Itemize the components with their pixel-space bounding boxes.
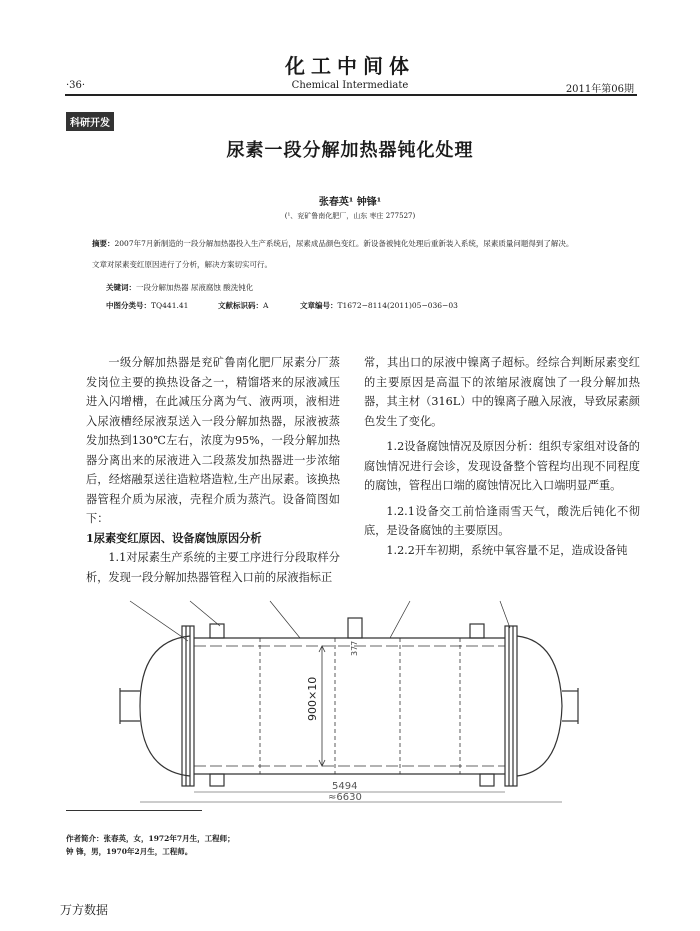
journal-title: 化工中间体: [285, 54, 415, 78]
total-length-label: ≈6630: [328, 792, 362, 803]
clc-label: 中图分类号：: [106, 301, 151, 310]
abstract-text-1: 2007年7月新制造的一段分解加热器投入生产系统后，尿素成品颜色变红。新设备被钝化处理后重新装入系统，尿素质量问题得到了解决。: [114, 239, 574, 248]
abstract-line-2: 文章对尿素变红原因进行了分析，解决方案切实可行。: [92, 260, 272, 269]
issue-label: 2011年第06期: [565, 84, 634, 95]
heat-exchanger-diagram: [100, 596, 600, 806]
paragraph: 常，其出口的尿液中镍离子超标。经综合判断尿素变红的主要原因是高温下的浓缩尿液腐蚀了一段分解加热器，其主材（316L）中的镍离子融入尿液，导致尿素颜色发生了变化。: [364, 356, 640, 428]
author-bio-2: 钟 锋，男，1970年2月生，工程师。: [66, 847, 193, 856]
abstract-label: 摘要：: [92, 239, 115, 248]
abstract: [92, 238, 632, 250]
footnote-line-1: 张春英，女，1972年7月生，工程师；: [103, 834, 235, 843]
body-left-column: [86, 353, 340, 587]
right-tube-sheet: [505, 626, 517, 786]
paragraph: 1.2.2开车初期，系统中氧容量不足，造成设备钝: [386, 543, 628, 557]
article-number: [300, 300, 458, 312]
article-title: 尿素一段分解加热器钝化处理: [226, 140, 474, 161]
author-bio-1: [66, 833, 235, 845]
document-code: [218, 300, 268, 312]
clc-number: [106, 300, 188, 312]
article-no-label: 文章编号：: [300, 301, 338, 310]
affiliation: (¹、兖矿鲁南化肥厂，山东 枣庄 277527): [284, 212, 416, 220]
keywords: [106, 282, 253, 294]
footnote-label: 作者简介：: [66, 834, 104, 843]
page-number: ·36·: [66, 80, 86, 91]
paragraph: 一级分解加热器是兖矿鲁南化肥厂尿素分厂蒸发岗位主要的换热设备之一，精馏塔来的尿液减压进入闪增槽，在此减压分离为气、液两项，液相进入尿液槽经尿液泵送入一段分解加热器，尿液被蒸发加热到130℃左右，浓度为95%，一段分解加热器分离出来的尿液进入二段蒸发加热器进一步浓缩后，经熔融泵送往造粒塔造粒,生产出尿素。该换热器管程介质为尿液，壳程介质为蒸汽。设备简图如下：: [86, 356, 340, 525]
paragraph: 1.1对尿素生产系统的主要工序进行分段取样分析，发现一段分解加热器管程入口前的尿液指标正: [86, 551, 340, 584]
doc-code-value: A: [263, 301, 269, 310]
journal-english-name: Chemical Intermediate: [291, 80, 409, 91]
paragraph: 1.2.1设备交工前恰逢雨雪天气，酸洗后钝化不彻底，是设备腐蚀的主要原因。: [364, 504, 640, 537]
paragraph: 1.2设备腐蚀情况及原因分析：组织专家组对设备的腐蚀情况进行会诊，发现设备整个管程均出现不同程度的腐蚀，管程出口端的腐蚀情况比入口端明显严重。: [364, 440, 640, 492]
section-heading: 1尿素变红原因、设备腐蚀原因分析: [86, 530, 262, 545]
inner-length-label: 5494: [332, 781, 358, 792]
shell-diameter-label: 900×10: [306, 676, 319, 721]
keywords-label: 关键词：: [106, 283, 136, 292]
doc-code-label: 文献标识码：: [218, 301, 263, 310]
section-tag: 科研开发: [66, 112, 114, 131]
keywords-text: 一段分解加热器 尿液腐蚀 酸洗钝化: [136, 283, 254, 292]
nozzle-dimension-label: 377: [350, 640, 359, 656]
header-rule: [65, 94, 637, 96]
authors: 张春英¹ 钟锋¹: [318, 197, 382, 208]
watermark: 万方数据: [60, 903, 109, 917]
clc-value: TQ441.41: [151, 301, 189, 310]
right-head: [517, 636, 562, 776]
article-no-value: T1672−8114(2011)05−036−03: [337, 301, 458, 310]
footnote-rule: [66, 810, 202, 811]
body-right-column: [364, 353, 640, 560]
left-tube-sheet: [182, 626, 194, 786]
